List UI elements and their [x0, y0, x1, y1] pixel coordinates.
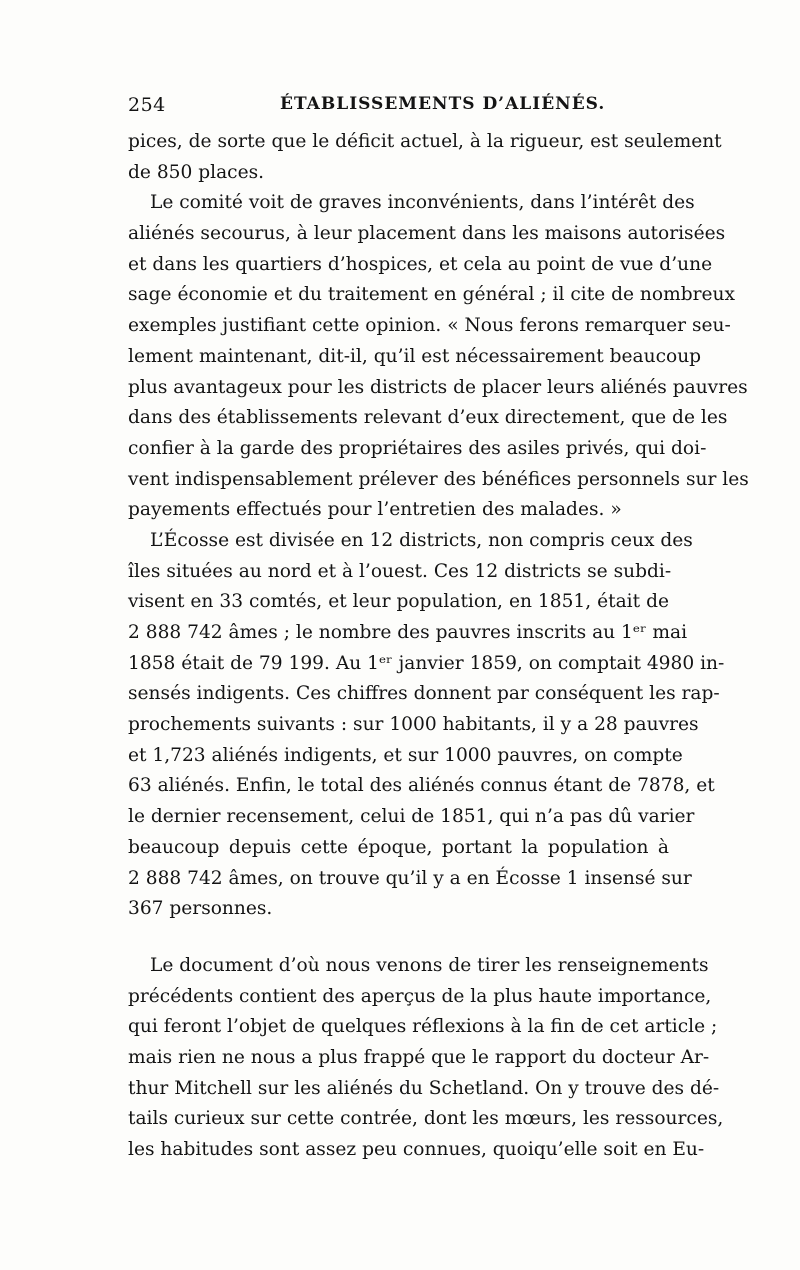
text-line: mais rien ne nous a plus frappé que le rapport du docteur Ar- — [128, 1046, 710, 1068]
text-line: précédents contient des aperçus de la plus haute importance, — [128, 985, 712, 1007]
paragraph-gap — [128, 925, 669, 951]
text-line: les habitudes sont assez peu connues, quoiqu’elle soit en Eu- — [128, 1139, 705, 1160]
text-line: exemples justifiant cette opinion. « Nous ferons remarquer seu- — [128, 315, 731, 337]
text-line: Le comité voit de graves inconvénients, dans l’intérêt des — [150, 192, 695, 214]
text-line: 367 personnes. — [128, 898, 273, 920]
page-number: 254 — [128, 94, 166, 116]
text-line: payements effectués pour l’entretien des malades. » — [128, 499, 622, 521]
text-line: 63 aliénés. Enfin, le total des aliénés connus étant de 7878, et — [128, 775, 715, 797]
text-line: beaucoup depuis cette époque, portant la population à — [128, 836, 669, 858]
text-line: thur Mitchell sur les aliénés du Schetland. On y trouve des dé- — [128, 1077, 720, 1099]
body-text — [128, 127, 749, 1166]
text-line: de 850 places. — [128, 161, 265, 183]
text-line: qui feront l’objet de quelques réflexions à la fin de cet article ; — [128, 1016, 718, 1038]
text-line: aliénés secourus, à leur placement dans les maisons autorisées — [128, 223, 726, 245]
text-line: L’Écosse est divisée en 12 districts, non compris ceux des — [150, 529, 693, 551]
text-line: vent indispensablement prélever des bénéfices personnels sur les — [128, 468, 749, 490]
text-line: le dernier recensement, celui de 1851, qui n’a pas dû varier — [128, 806, 695, 828]
text-line: 1858 était de 79 199. Au 1ᵉʳ janvier 1859, on comptait 4980 in- — [128, 652, 725, 674]
text-line: tails curieux sur cette contrée, dont les mœurs, les ressources, — [128, 1108, 724, 1130]
text-line: plus avantageux pour les districts de placer leurs aliénés pauvres — [128, 376, 748, 398]
text-line: confier à la garde des propriétaires des asiles privés, qui doi- — [128, 437, 707, 459]
text-line: 2 888 742 âmes ; le nombre des pauvres inscrits au 1ᵉʳ mai — [128, 622, 688, 643]
running-title: ÉTABLISSEMENTS D’ALIÉNÉS. — [280, 94, 606, 114]
text-line: 2 888 742 âmes, on trouve qu’il y a en Écosse 1 insensé sur — [128, 867, 692, 889]
text-line: et 1,723 aliénés indigents, et sur 1000 pauvres, on compte — [128, 744, 683, 766]
text-line: pices, de sorte que le déficit actuel, à la rigueur, est seulement — [128, 131, 722, 152]
text-line: prochements suivants : sur 1000 habitants, il y a 28 pauvres — [128, 714, 699, 736]
running-head — [128, 94, 668, 120]
text-line: visent en 33 comtés, et leur population, en 1851, était de — [128, 591, 669, 613]
text-line: et dans les quartiers d’hospices, et cela au point de vue d’une — [128, 253, 713, 275]
text-line: Le document d’où nous venons de tirer les renseignements — [150, 954, 709, 976]
text-line: sensés indigents. Ces chiffres donnent par conséquent les rap- — [128, 683, 720, 705]
text-line: sage économie et du traitement en général ; il cite de nombreux — [128, 284, 735, 306]
text-line: îles situées au nord et à l’ouest. Ces 12 districts se subdi- — [128, 560, 672, 582]
text-line: dans des établissements relevant d’eux directement, que de les — [128, 407, 728, 429]
text-line: lement maintenant, dit-il, qu’il est nécessairement beaucoup — [128, 345, 702, 367]
